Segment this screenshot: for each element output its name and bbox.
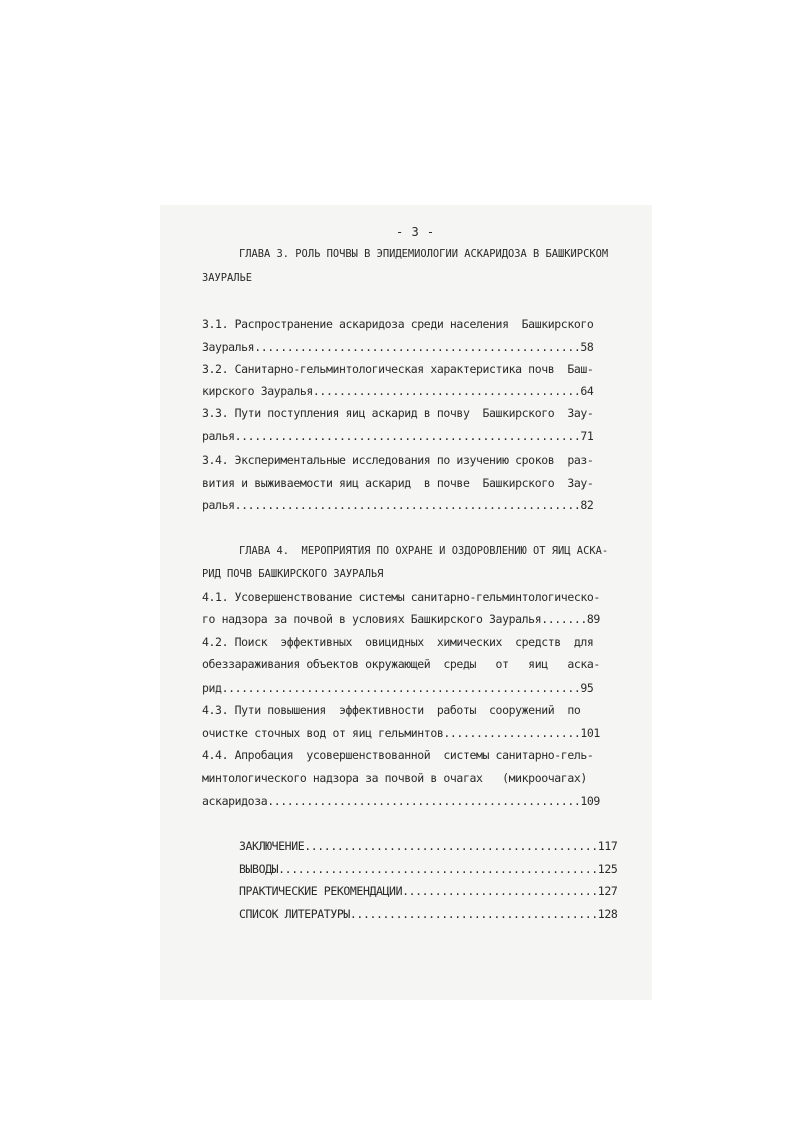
toc-entry-3-3-line-1: 3.3. Пути поступления яиц аскарид в почву Башкирского Зау-	[202, 406, 594, 420]
toc-entry-bibliography: СПИСОК ЛИТЕРАТУРЫ......................................128	[239, 907, 618, 921]
toc-entry-3-1-line-1: 3.1. Распространение аскаридоза среди населения Башкирского	[202, 317, 594, 331]
chapter-4-heading-line-2: РИД ПОЧВ БАШКИРСКОГО ЗАУРАЛЬЯ	[202, 568, 384, 580]
toc-entry-4-4-line-3: аскаридоза................................................109	[202, 794, 600, 808]
chapter-3-heading-line-2: ЗАУРАЛЬЕ	[202, 272, 253, 284]
toc-entry-4-2-line-1: 4.2. Поиск эффективных овицидных химических средств для	[202, 635, 594, 649]
toc-entry-3-4-line-1: 3.4. Экспериментальные исследования по изучению сроков раз-	[202, 453, 594, 467]
toc-entry-conclusion: ЗАКЛЮЧЕНИЕ.............................................117	[239, 839, 618, 853]
toc-entry-4-3-line-2: очистке сточных вод от яиц гельминтов.....................101	[202, 726, 600, 740]
toc-entry-4-4-line-2: минтологического надзора за почвой в очагах (микроочагах)	[202, 771, 587, 785]
toc-entry-4-4-line-1: 4.4. Апробация усовершенствованной системы санитарно-гель-	[202, 748, 594, 762]
chapter-3-heading-line-1: ГЛАВА 3. РОЛЬ ПОЧВЫ В ЭПИДЕМИОЛОГИИ АСКАРИДОЗА В БАШКИРСКОМ	[239, 248, 609, 260]
toc-entry-3-2-line-1: 3.2. Санитарно-гельминтологическая характеристика почв Баш-	[202, 362, 594, 376]
chapter-4-heading-line-1: ГЛАВА 4. МЕРОПРИЯТИЯ ПО ОХРАНЕ И ОЗДОРОВЛЕНИЮ ОТ ЯИЦ АСКА-	[239, 545, 609, 557]
toc-entry-3-3-line-2: ралья.....................................................71	[202, 429, 594, 443]
toc-entry-4-3-line-1: 4.3. Пути повышения эффективности работы сооружений по	[202, 703, 581, 717]
toc-entry-3-2-line-2: кирского Зауралья.........................................64	[202, 384, 594, 398]
page-number: - 3 -	[396, 225, 435, 239]
toc-entry-4-2-line-3: рид.......................................................95	[202, 681, 594, 695]
toc-entry-3-1-line-2: Зауралья..................................................58	[202, 340, 594, 354]
toc-entry-4-2-line-2: обеззараживания объектов окружающей среды от яиц аска-	[202, 657, 600, 671]
toc-entry-4-1-line-2: го надзора за почвой в условиях Башкирского Зауралья.......89	[202, 612, 600, 626]
toc-entry-findings: ВЫВОДЫ.................................................125	[239, 862, 618, 876]
toc-entry-3-4-line-2: вития и выживаемости яиц аскарид в почве Башкирского Зау-	[202, 476, 594, 490]
toc-entry-4-1-line-1: 4.1. Усовершенствование системы санитарно-гельминтологическо-	[202, 590, 600, 604]
toc-entry-recommendations: ПРАКТИЧЕСКИЕ РЕКОМЕНДАЦИИ..............................127	[239, 884, 618, 898]
toc-entry-3-4-line-3: ралья.....................................................82	[202, 498, 594, 512]
